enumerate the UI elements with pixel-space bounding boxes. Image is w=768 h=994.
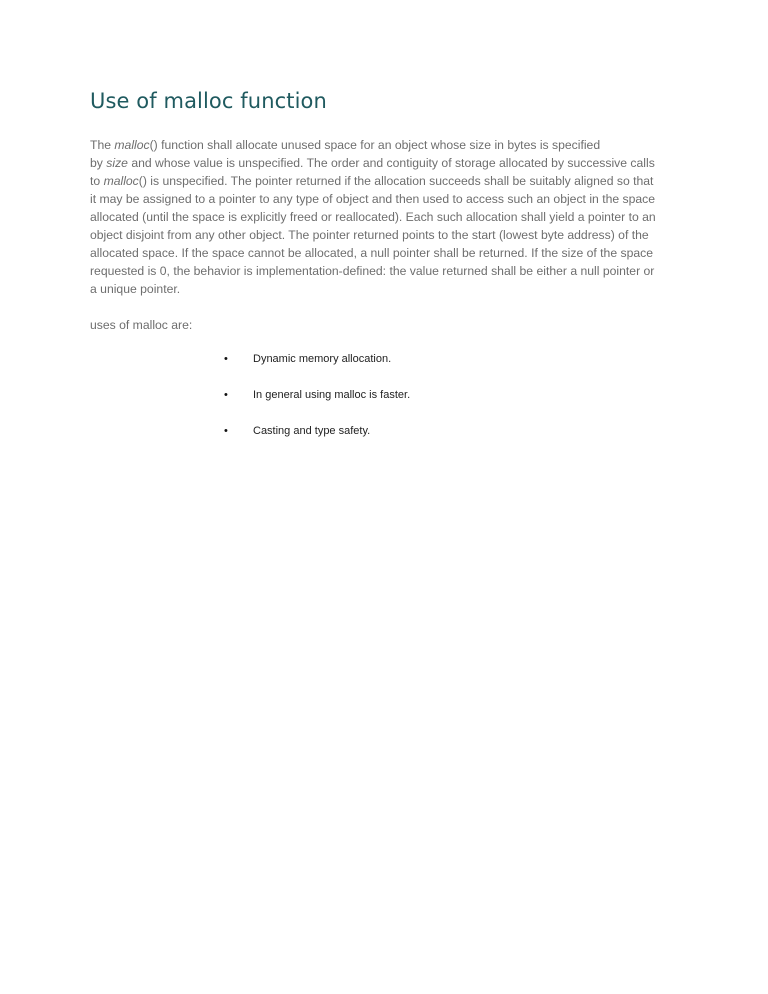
bullet-icon: • — [224, 425, 228, 437]
list-intro: uses of malloc are: — [90, 318, 193, 332]
emphasis-term: malloc — [114, 138, 150, 152]
paragraph-line: object disjoint from any other object. The pointer returned points to the start (lowest byte address) of the — [90, 228, 649, 242]
bullet-icon: • — [224, 389, 228, 401]
emphasis-term: malloc — [103, 174, 139, 188]
page-title: Use of malloc function — [90, 89, 327, 113]
list-item-text: Casting and type safety. — [253, 425, 371, 437]
paragraph-line: a unique pointer. — [90, 282, 181, 296]
paragraph-line: The malloc() function shall allocate unused space for an object whose size in bytes is specified — [90, 138, 601, 152]
paragraph-line: by size and whose value is unspecified. The order and contiguity of storage allocated by successive calls — [90, 156, 655, 170]
emphasis-term: size — [106, 156, 128, 170]
paragraph-line: to malloc() is unspecified. The pointer returned if the allocation succeeds shall be suitably aligned so that — [90, 174, 654, 188]
paragraph-line: it may be assigned to a pointer to any type of object and then used to access such an object in the space — [90, 192, 656, 206]
paragraph-line: allocated space. If the space cannot be allocated, a null pointer shall be returned. If the size of the space — [90, 246, 654, 260]
list-item-text: Dynamic memory allocation. — [253, 353, 392, 365]
bullet-icon: • — [224, 353, 228, 365]
paragraph-line: allocated (until the space is explicitly freed or reallocated). Each such allocation shall yield a pointer to an — [90, 210, 656, 224]
paragraph-line: requested is 0, the behavior is implementation-defined: the value returned shall be either a null pointer or — [90, 264, 655, 278]
list-item-text: In general using malloc is faster. — [253, 389, 411, 401]
body-paragraph — [90, 136, 680, 298]
